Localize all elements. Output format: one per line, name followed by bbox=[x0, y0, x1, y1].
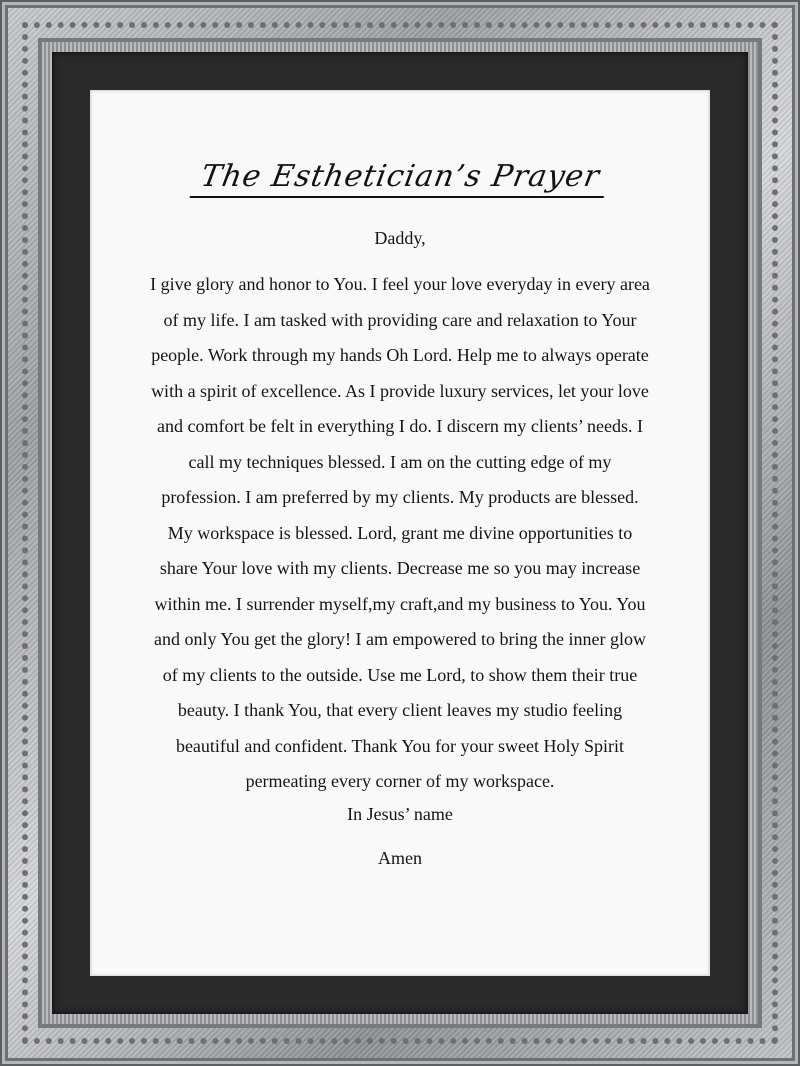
prayer-line: beautiful and confident. Thank You for your sweet Holy Spirit bbox=[175, 735, 625, 756]
prayer-line: and comfort be felt in everything I do. I discern my clients’ needs. I bbox=[156, 416, 643, 436]
prayer-line: My workspace is blessed. Lord, grant me divine opportunities to bbox=[167, 522, 633, 543]
prayer-line: profession. I am preferred by my clients. My products are blessed. bbox=[161, 487, 639, 507]
prayer-line: and only You get the glory! I am empowered to bring the inner glow bbox=[154, 629, 646, 649]
prayer-title-text: The Esthetician’s Prayer bbox=[189, 159, 610, 198]
prayer-body bbox=[115, 267, 685, 800]
prayer-closing: In Jesus’ name bbox=[347, 804, 453, 824]
prayer-line: I give glory and honor to You. I feel your love everyday in every area bbox=[150, 274, 650, 294]
prayer-paper bbox=[91, 91, 709, 975]
prayer-line: call my techniques blessed. I am on the cutting edge of my bbox=[188, 451, 612, 472]
prayer-line: with a spirit of excellence. As I provide luxury services, let your love bbox=[151, 380, 649, 401]
prayer-line: people. Work through my hands Oh Lord. Help me to always operate bbox=[151, 345, 649, 365]
prayer-line: share Your love with my clients. Decrease me so you may increase bbox=[159, 558, 641, 578]
prayer-line: permeating every corner of my workspace. bbox=[245, 771, 555, 791]
prayer-line: within me. I surrender myself,my craft,and my business to You. You bbox=[154, 593, 646, 614]
prayer-line: beauty. I thank You, that every client leaves my studio feeling bbox=[177, 700, 623, 720]
prayer-title bbox=[91, 159, 709, 198]
prayer-line: of my life. I am tasked with providing care and relaxation to Your bbox=[163, 309, 637, 330]
prayer-amen: Amen bbox=[378, 848, 422, 868]
prayer-line: of my clients to the outside. Use me Lord, to show them their true bbox=[162, 664, 638, 685]
prayer-salutation: Daddy, bbox=[374, 228, 426, 248]
